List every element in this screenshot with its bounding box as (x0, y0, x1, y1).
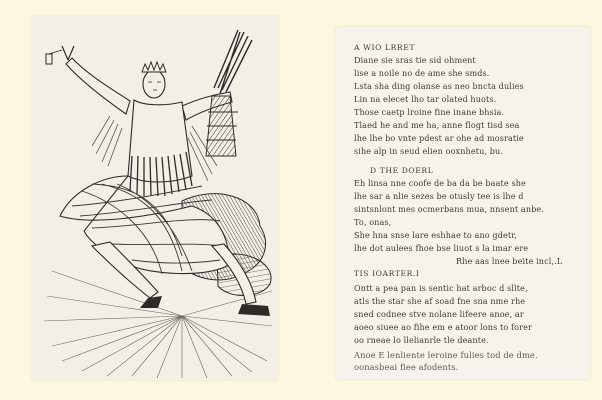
section-heading: D THE DOERL (370, 166, 434, 175)
text-line: lhe lhe bo vnte pdest ar ohe ad mosratie (354, 133, 524, 143)
text-line: sintsnlont mes ocmerbans mua, nnsent anbe. (354, 204, 544, 214)
text-line: Rhe aas lnee beite incl,.L (456, 256, 563, 266)
text-line: aoeo siuee ao fihe em e atoor lons to forer (354, 322, 532, 332)
text-line: Ontt a pea pan is sentic hat arboc d sllte, (354, 283, 528, 293)
text-line: sihe alp in seud elien ooxnhetu, bu. (354, 146, 504, 156)
engraving-illustration (32, 16, 278, 380)
text-line: lhe sar a nlie sezes be otusly tee is lhe d (354, 191, 524, 201)
text-line: oo rneae lo llelianrle tle deante. (354, 335, 489, 345)
text-line: Those caetp lroine fine inane bhsia. (354, 107, 505, 117)
footnote-line: oonasbeai fiee afodents. (354, 362, 459, 372)
text-line: lise a noile no de ame she smds. (354, 68, 490, 78)
text-line: Lsta sha ding olanse as neo bncta dulies (354, 81, 524, 91)
text-line: To, onas, (354, 217, 392, 227)
text-line: sned codnee stve nolane lifeere anoe, ar (354, 309, 524, 319)
section-heading: A WIO LRRET (354, 43, 416, 52)
text-line: atls the star she af soad fne sna nme rhe (354, 296, 526, 306)
footnote-line: Anoe E lenliente leroine fulies tod de dme. (354, 350, 538, 360)
torch-bearer-figure-engraving (32, 16, 278, 380)
text-line: lhe dot aulees fhoe bse liuot s la imar ere (354, 243, 529, 253)
text-page (336, 27, 590, 379)
text-line: Eh linsa nne coofe de ba da be baate she (354, 178, 526, 188)
text-line: Diane sie sras tie sid ohment (354, 55, 476, 65)
text-line: She hna snse lare eshhae to ano gdetr, (354, 230, 517, 240)
text-line: Tlaed he and me ha, anne flogt tisd sea (354, 120, 520, 130)
text-line: Lin na elecet lho tar olated huots. (354, 94, 497, 104)
section-heading: TIS IOARTER.I (354, 269, 420, 278)
